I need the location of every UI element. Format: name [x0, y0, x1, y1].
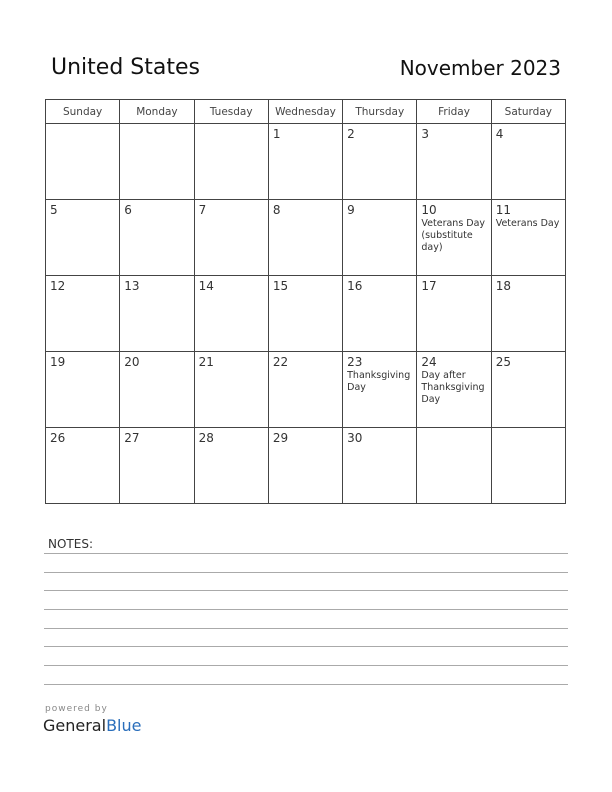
holiday-label: Veterans Day — [495, 218, 560, 229]
day-cell — [343, 352, 417, 428]
brand-blue-text: Blue — [106, 716, 142, 735]
country-title: United States — [51, 55, 200, 80]
day-cell — [194, 352, 268, 428]
day-cell — [491, 200, 565, 276]
day-number: 13 — [124, 279, 140, 293]
day-cell — [46, 276, 120, 352]
note-line — [44, 628, 568, 629]
day-number: 20 — [124, 355, 140, 369]
day-cell — [343, 124, 417, 200]
holiday-label: Veterans Day (substitute day) — [421, 218, 486, 253]
day-number: 29 — [272, 431, 289, 445]
weekday-monday: Monday — [120, 100, 194, 124]
day-cell — [491, 352, 565, 428]
day-cell — [343, 276, 417, 352]
day-number: 14 — [198, 279, 214, 293]
day-number: 11 — [495, 203, 511, 217]
day-number: 26 — [50, 431, 66, 445]
day-cell — [268, 428, 342, 504]
day-number: 22 — [272, 355, 289, 369]
day-cell — [120, 276, 194, 352]
day-number: 7 — [198, 203, 207, 217]
day-cell — [417, 124, 491, 200]
day-cell — [417, 200, 491, 276]
weekday-friday: Friday — [417, 100, 491, 124]
week-row — [46, 124, 566, 200]
day-cell — [268, 352, 342, 428]
day-number: 18 — [495, 279, 511, 293]
day-cell — [194, 200, 268, 276]
holiday-label: Day after Thanksgiving Day — [421, 370, 485, 405]
day-number: 28 — [198, 431, 214, 445]
day-number: 5 — [50, 203, 58, 217]
calendar-grid — [45, 99, 566, 504]
day-number: 10 — [421, 203, 437, 217]
day-number: 9 — [347, 203, 355, 217]
day-cell — [46, 428, 120, 504]
day-number: 30 — [347, 431, 363, 445]
day-number: 21 — [198, 355, 214, 369]
week-row — [46, 200, 566, 276]
day-cell — [343, 200, 417, 276]
day-number: 24 — [421, 355, 437, 369]
day-cell — [417, 352, 491, 428]
day-cell — [46, 200, 120, 276]
day-number: 12 — [50, 279, 66, 293]
notes-label: NOTES: — [48, 537, 93, 551]
day-cell — [343, 428, 417, 504]
day-cell — [194, 276, 268, 352]
powered-by-text: powered by — [45, 704, 108, 714]
month-title: November 2023 — [399, 56, 561, 80]
day-cell — [194, 124, 268, 200]
holiday-label: Thanksgiving Day — [347, 370, 411, 393]
weekday-wednesday: Wednesday — [268, 100, 342, 124]
day-cell — [194, 428, 268, 504]
day-cell — [491, 124, 565, 200]
day-cell — [120, 428, 194, 504]
day-cell — [268, 200, 342, 276]
generalblue-logo — [43, 716, 141, 735]
day-number: 3 — [421, 127, 430, 141]
note-line — [44, 646, 568, 647]
day-number: 19 — [50, 355, 66, 369]
day-cell — [46, 124, 120, 200]
day-cell — [120, 200, 194, 276]
note-line — [44, 665, 568, 666]
day-cell — [120, 124, 194, 200]
weekday-header-row — [46, 100, 566, 124]
note-line — [44, 684, 568, 685]
week-row — [46, 352, 566, 428]
day-number: 25 — [495, 355, 511, 369]
week-row — [46, 276, 566, 352]
weekday-sunday: Sunday — [46, 100, 120, 124]
day-number: 2 — [347, 127, 355, 141]
day-number: 17 — [421, 279, 437, 293]
day-number: 16 — [347, 279, 363, 293]
weekday-tuesday: Tuesday — [194, 100, 268, 124]
day-number: 1 — [272, 127, 281, 141]
weekday-saturday: Saturday — [491, 100, 565, 124]
day-cell — [491, 276, 565, 352]
day-number: 27 — [124, 431, 140, 445]
day-cell — [491, 428, 565, 504]
day-cell — [417, 276, 491, 352]
brand-general-text: General — [43, 716, 107, 735]
note-line — [44, 553, 568, 554]
day-number: 15 — [272, 279, 289, 293]
day-cell — [268, 276, 342, 352]
day-number: 23 — [347, 355, 363, 369]
note-line — [44, 572, 568, 573]
day-cell — [268, 124, 342, 200]
day-cell — [46, 352, 120, 428]
day-cell — [120, 352, 194, 428]
week-row — [46, 428, 566, 504]
day-cell — [417, 428, 491, 504]
note-line — [44, 609, 568, 610]
day-number: 4 — [495, 127, 504, 141]
weekday-thursday: Thursday — [343, 100, 417, 124]
day-number: 6 — [124, 203, 132, 217]
day-number: 8 — [272, 203, 281, 217]
note-line — [44, 590, 568, 591]
